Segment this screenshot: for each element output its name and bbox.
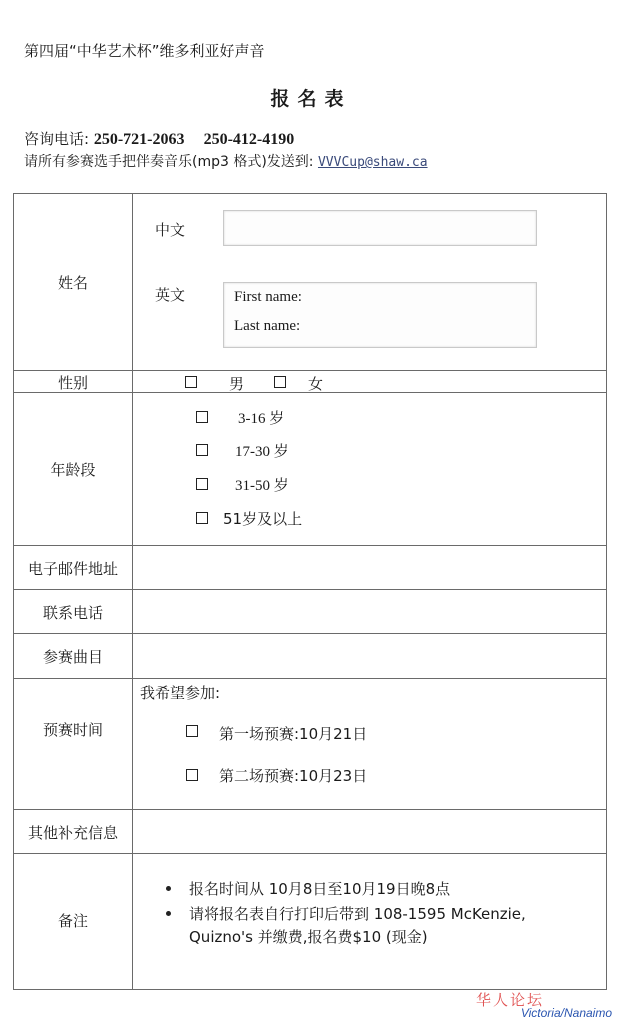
prelim-label: 预赛时间 (42, 720, 103, 739)
english-name-label: 英文 (155, 286, 186, 304)
age-checkbox-2[interactable] (196, 444, 208, 456)
bullet-2 (166, 911, 171, 916)
other-input[interactable] (133, 810, 606, 854)
male-label: 男 (229, 375, 245, 393)
age-checkbox-3[interactable] (196, 478, 208, 490)
submit-text: 请所有参赛选手把伴奏音乐(mp3 格式)发送到: (24, 154, 314, 170)
registration-form (13, 193, 607, 990)
watermark-subtext: Victoria/Nanaimo (520, 1006, 612, 1020)
song-label: 参赛曲目 (42, 648, 103, 666)
email-label: 电子邮件地址 (27, 559, 118, 578)
notes-label: 备注 (57, 911, 88, 930)
prelim-checkbox-1[interactable] (186, 725, 198, 737)
row-email (14, 545, 606, 590)
phone-input[interactable] (133, 590, 606, 634)
age-option-4: 51岁及以上 (223, 510, 303, 528)
contact-line (24, 128, 294, 149)
email-input[interactable] (133, 546, 606, 590)
phone-2: 250-412-4190 (203, 131, 295, 148)
row-gender (14, 370, 606, 393)
female-checkbox[interactable] (274, 376, 286, 388)
phone-1: 250-721-2063 (93, 131, 185, 148)
age-label: 年龄段 (50, 461, 96, 479)
email-link[interactable]: VVVCup@shaw.ca (317, 155, 428, 170)
prelim-option-1: 第一场预赛:10月21日 (219, 725, 368, 743)
prelim-intro: 我希望参加: (140, 684, 221, 702)
gender-label: 性别 (57, 373, 88, 392)
submit-line (24, 151, 428, 171)
event-title: 第四届“中华艺术杯”维多利亚好声音 (24, 42, 265, 60)
row-phone (14, 589, 606, 634)
note-item-1: 报名时间从 10月8日至10月19日晚8点 (189, 880, 451, 898)
age-option-3: 31-50 岁 (235, 478, 289, 494)
row-name (14, 194, 606, 370)
male-checkbox[interactable] (185, 376, 197, 388)
prelim-option-2: 第二场预赛:10月23日 (219, 767, 368, 785)
watermark-text: 华人论坛 (475, 991, 544, 1009)
phone-label: 联系电话 (42, 603, 103, 622)
song-input[interactable] (133, 634, 606, 679)
row-song (14, 633, 606, 679)
contact-label: 咨询电话: (24, 130, 90, 148)
age-option-2: 17-30 岁 (235, 444, 289, 460)
form-title: 报名表 (270, 88, 352, 110)
english-name-input[interactable] (223, 282, 537, 348)
note-item-2-line-2: Quizno's 并缴费,报名费$10 (现金) (189, 928, 428, 946)
name-label: 姓名 (57, 273, 88, 292)
age-option-1: 3-16 岁 (238, 411, 285, 427)
row-prelim (14, 678, 606, 810)
note-item-2-line-1: 请将报名表自行打印后带到 108-1595 McKenzie, (189, 905, 526, 923)
bullet-1 (166, 886, 171, 891)
chinese-name-input[interactable] (223, 210, 537, 246)
chinese-name-label: 中文 (155, 221, 186, 239)
last-name-label: Last name: (234, 318, 301, 334)
row-age (14, 392, 606, 546)
prelim-checkbox-2[interactable] (186, 769, 198, 781)
other-label: 其他补充信息 (27, 823, 118, 842)
row-other (14, 809, 606, 854)
age-checkbox-1[interactable] (196, 411, 208, 423)
row-notes (14, 853, 606, 992)
age-checkbox-4[interactable] (196, 512, 208, 524)
female-label: 女 (308, 375, 324, 393)
first-name-label: First name: (234, 289, 302, 305)
